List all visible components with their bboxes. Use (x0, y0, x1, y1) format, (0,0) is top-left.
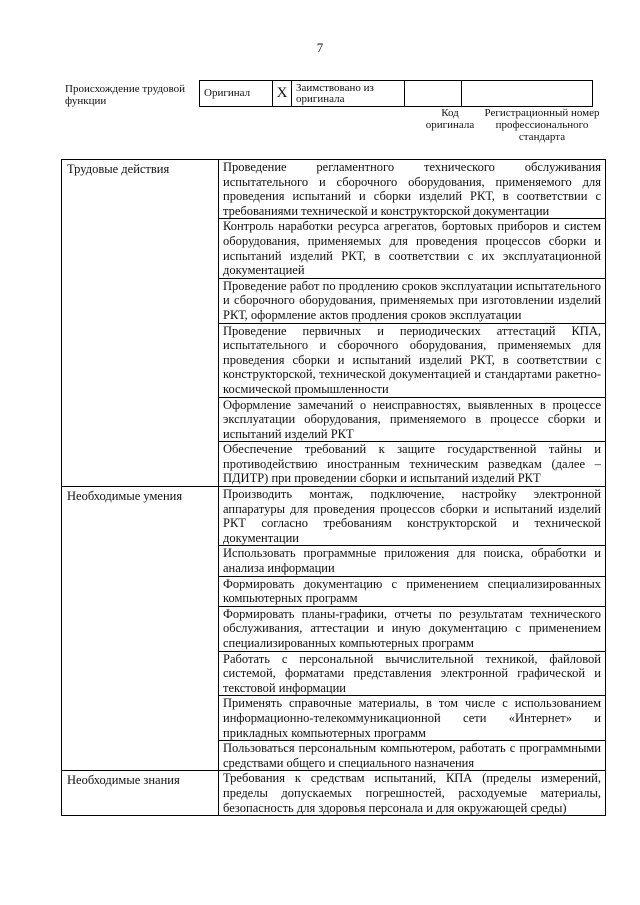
section-item: Использовать программные приложения для поиска, обработки и анализа информации (219, 546, 606, 576)
section-item: Контроль наработки ресурса агрегатов, бортовых приборов и систем оборудования, применяемых для проведения процессов сборки и испытаний изделий РКТ, в соответствии с их эксплуатационной документацией (219, 219, 606, 278)
section-title: Необходимые знания (62, 771, 219, 816)
section-item: Применять справочные материалы, в том числе с использованием информационно-телекоммуникационной сети «Интернет» и прикладных компьютерных программ (219, 696, 606, 741)
origin-mark-cell: X (273, 81, 292, 107)
function-details-body (62, 160, 606, 816)
section-item: Проведение первичных и периодических аттестаций КПА, испытательного и сборочного оборудования, применяемых для проведения сборки и испытаний изделий РКТ, в соответствии с конструкторской, технической документацией и стандартами ракетно-космической промышленности (219, 323, 606, 397)
function-details-table (61, 159, 606, 816)
section-item: Формировать планы-графики, отчеты по результатам технического обслуживания, аттестации и иную документацию с применением специализированных компьютерных программ (219, 606, 606, 651)
origin-reg-number-cell (462, 81, 593, 107)
section-item: Проведение регламентного технического обслуживания испытательного и сборочного оборудования, применяемого для проведения испытаний и сборки изделий РКТ, в соответствии с требованиями технической и конструкторской документации (219, 160, 606, 219)
table-row (62, 160, 606, 219)
section-item: Работать с персональной вычислительной техникой, файловой системой, форматами представления электронной графической и текстовой информации (219, 651, 606, 696)
code-caption: Код оригинала (425, 107, 475, 131)
reg-number-caption: Регистрационный номер профессионального стандарта (484, 107, 600, 143)
section-title: Необходимые умения (62, 487, 219, 771)
section-item: Формировать документацию с применением специализированных компьютерных программ (219, 576, 606, 606)
section-item: Оформление замечаний о неисправностях, выявленных в процессе эксплуатации оборудования, применяемого в процессе сборки и испытаний изделий РКТ (219, 397, 606, 442)
section-item: Производить монтаж, подключение, настройку электронной аппаратуры для проведения процессов сборки и испытаний изделий РКТ согласно требованиям конструкторской и технической документации (219, 487, 606, 546)
origin-borrowed-cell: Заимствовано из оригинала (292, 81, 405, 107)
page-number: 7 (316, 40, 324, 55)
section-title: Трудовые действия (62, 160, 219, 487)
table-row (62, 771, 606, 816)
section-item: Пользоваться персональным компьютером, работать с программными средствами общего и специального назначения (219, 741, 606, 771)
section-item: Проведение работ по продлению сроков эксплуатации испытательного и сборочного оборудования, применяемых при изготовлении изделий РКТ, оформление актов продления сроков эксплуатации (219, 278, 606, 323)
origin-code-cell (405, 81, 462, 107)
section-item: Обеспечение требований к защите государственной тайны и противодействию иностранным техническим разведкам (далее – ПДИТР) при проведении сборки и испытаний изделий РКТ (219, 442, 606, 487)
origin-original-cell: Оригинал (200, 81, 273, 107)
origin-table (199, 80, 593, 107)
origin-label: Происхождение трудовой функции (65, 83, 186, 107)
table-row (62, 487, 606, 546)
section-item: Требования к средствам испытаний, КПА (пределы измерений, пределы допускаемых погрешностей, расходуемые материалы, безопасность для здоровья персонала и для окружающей среды) (219, 771, 606, 816)
